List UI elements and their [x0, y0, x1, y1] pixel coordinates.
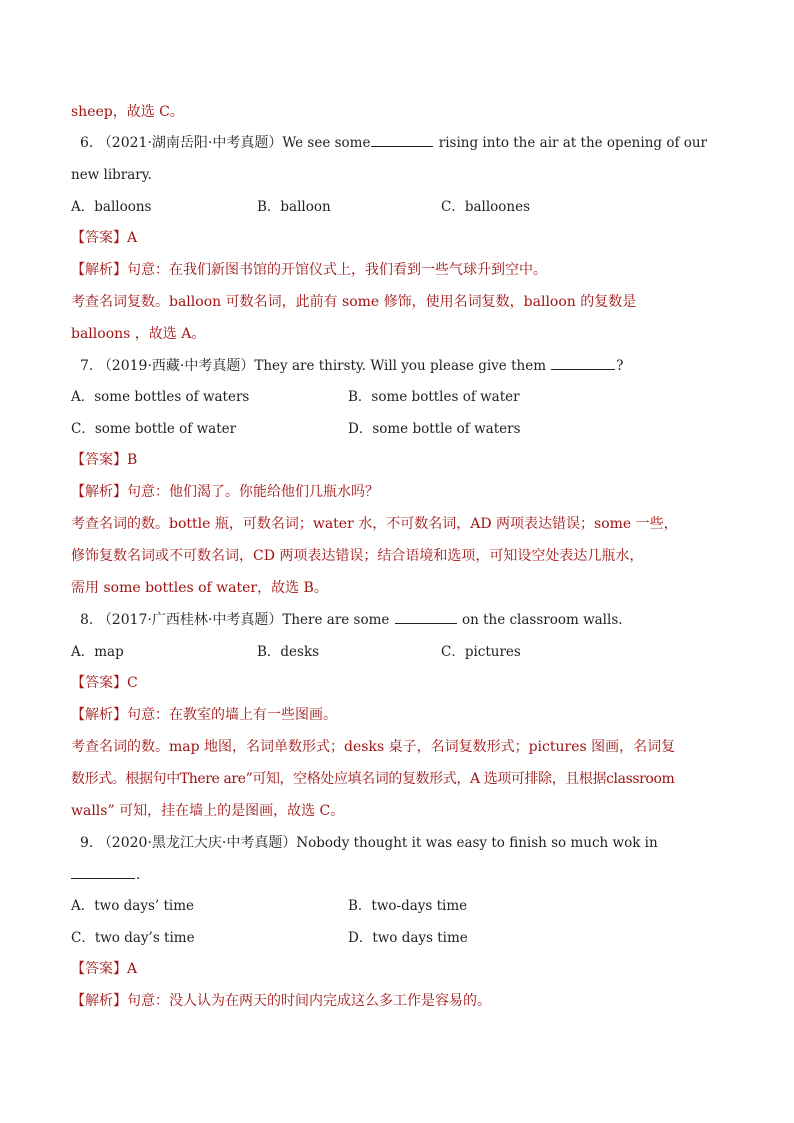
q6-analysis-label: 【解析】 — [71, 262, 127, 278]
q6-stem-line-2 — [71, 163, 724, 187]
q8-option-c: C．pictures — [441, 644, 521, 660]
q6-analysis-3 — [71, 322, 724, 346]
q7-stem-a: They are thirsty. Will you please give them — [254, 358, 551, 374]
q6-analysis-1 — [71, 258, 724, 282]
q9-number: 9. — [80, 835, 94, 851]
q6-option-c: C．balloones — [441, 199, 531, 215]
q7-source: （2019·西藏·中考真题） — [97, 358, 255, 374]
q8-stem-a: There are some — [282, 612, 394, 628]
q8-blank — [395, 609, 457, 624]
q8-answer-label: 【答案】 — [71, 675, 127, 691]
q7-option-a: A．some bottles of waters — [71, 389, 250, 405]
q9-analysis-text-1: 句意：没人认为在两天的时间内完成这么多工作是容易的。 — [127, 993, 491, 1009]
q9-option-d: D．two days time — [348, 930, 468, 946]
q8-analysis-1 — [71, 703, 724, 727]
q7-number: 7. — [80, 358, 94, 374]
q8-number: 8. — [80, 612, 94, 628]
q6-stem-b: rising into the air at the opening of our — [434, 135, 708, 151]
q9-stem-line-1 — [71, 831, 724, 855]
q7-options-row-2 — [71, 417, 724, 441]
q5-tail-text: sheep，故选 C。 — [71, 104, 184, 120]
q7-analysis-4 — [71, 576, 724, 600]
q7-analysis-3 — [71, 544, 724, 568]
q6-option-b: B．balloon — [257, 199, 331, 215]
q7-analysis-text-2: 考查名词的数。bottle 瓶，可数名词；water 水，不可数名词，AD 两项表达错误；some 一些， — [71, 516, 678, 532]
q7-analysis-text-3: 修饰复数名词或不可数名词，CD 两项表达错误；结合语境和选项，可知设空处表达几瓶水， — [71, 548, 644, 564]
q8-analysis-text-4: walls” 可知，挂在墙上的是图画，故选 C。 — [71, 803, 345, 819]
q7-blank — [551, 355, 615, 370]
q5-analysis-tail — [71, 100, 724, 124]
q7-answer-label: 【答案】 — [71, 452, 127, 468]
q6-stem-a: We see some — [282, 135, 371, 151]
q8-analysis-text-3: 数形式。根据句中There are”可知，空格处应填名词的复数形式，A 选项可排除，且根据classroom — [71, 771, 675, 787]
q8-stem-b: on the classroom walls. — [457, 612, 623, 628]
q6-source: （2021·湖南岳阳·中考真题） — [97, 135, 283, 151]
q9-option-b: B．two-days time — [348, 898, 468, 914]
q9-stem-line-2 — [71, 863, 724, 887]
q8-option-a: A．map — [71, 644, 124, 660]
q7-option-b: B．some bottles of water — [348, 389, 520, 405]
q8-analysis-label: 【解析】 — [71, 707, 127, 723]
q7-option-d: D．some bottle of waters — [348, 421, 521, 437]
q9-analysis-1 — [71, 989, 724, 1013]
q9-stem-b: . — [136, 867, 141, 883]
q8-analysis-text-1: 句意：在教室的墙上有一些图画。 — [127, 707, 337, 723]
q6-stem-c: new library. — [71, 167, 152, 183]
q6-options — [71, 195, 724, 219]
q9-answer-value: A — [127, 961, 138, 977]
q9-blank — [71, 864, 135, 879]
q9-option-a: A．two days’ time — [71, 898, 195, 914]
q6-analysis-text-1: 句意：在我们新图书馆的开馆仪式上，我们看到一些气球升到空中。 — [127, 262, 547, 278]
q7-analysis-label: 【解析】 — [71, 484, 127, 500]
q6-number: 6. — [80, 135, 94, 151]
q8-answer-value: C — [127, 675, 138, 691]
q7-analysis-text-4: 需用 some bottles of water，故选 B。 — [71, 580, 328, 596]
q9-answer-label: 【答案】 — [71, 961, 127, 977]
q8-option-b: B．desks — [257, 644, 320, 660]
q8-source: （2017·广西桂林·中考真题） — [97, 612, 283, 628]
q9-analysis-label: 【解析】 — [71, 993, 127, 1009]
q9-options-row-1 — [71, 894, 724, 918]
q8-stem-line-1 — [71, 608, 724, 632]
q8-analysis-4 — [71, 799, 724, 823]
q7-options-row-1 — [71, 385, 724, 409]
q6-stem-line-1 — [71, 131, 724, 155]
q9-option-c: C．two day’s time — [71, 930, 195, 946]
q8-analysis-text-2: 考查名词的数。map 地图，名词单数形式；desks 桌子，名词复数形式；pictures 图画，名词复 — [71, 739, 676, 755]
q6-analysis-text-3: balloons ，故选 A。 — [71, 326, 206, 342]
q7-analysis-text-1: 句意：他们渴了。你能给他们几瓶水吗？ — [127, 484, 379, 500]
q7-option-c: C．some bottle of water — [71, 421, 237, 437]
q7-stem-b: ? — [616, 358, 624, 374]
q6-answer-value: A — [127, 230, 138, 246]
q6-answer — [71, 226, 724, 250]
q7-analysis-2 — [71, 512, 724, 536]
q6-analysis-text-2: 考查名词复数。balloon 可数名词，此前有 some 修饰，使用名词复数，balloon 的复数是 — [71, 294, 637, 310]
q8-answer — [71, 671, 724, 695]
q8-options — [71, 640, 724, 664]
q8-analysis-3 — [71, 767, 724, 791]
q9-answer — [71, 957, 724, 981]
q7-answer — [71, 448, 724, 472]
q6-answer-label: 【答案】 — [71, 230, 127, 246]
q8-analysis-2 — [71, 735, 724, 759]
q6-analysis-2 — [71, 290, 724, 314]
q9-stem-a: Nobody thought it was easy to finish so much wok in — [296, 835, 658, 851]
q6-option-a: A．balloons — [71, 199, 152, 215]
q9-options-row-2 — [71, 926, 724, 950]
q9-source: （2020·黑龙江大庆·中考真题） — [97, 835, 297, 851]
q7-analysis-1 — [71, 480, 724, 504]
q7-stem-line-1 — [71, 354, 724, 378]
q6-blank — [371, 132, 433, 147]
q7-answer-value: B — [127, 452, 138, 468]
